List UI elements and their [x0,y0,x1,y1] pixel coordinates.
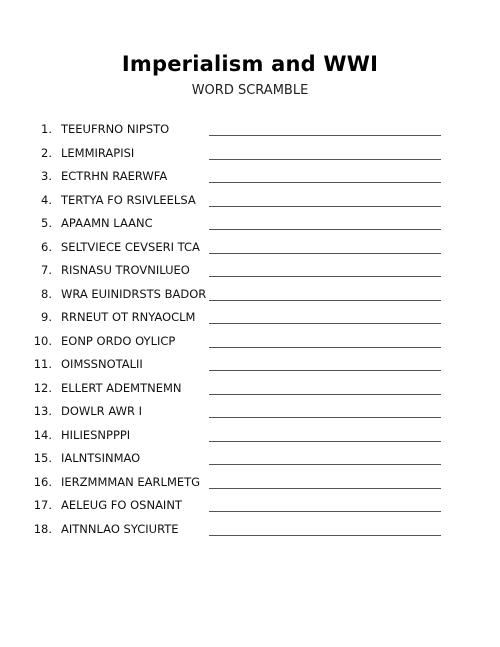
answer-line [209,206,441,207]
scrambled-word: AITNNLAO SYCIURTE [61,521,179,536]
item-number: 15. [33,451,52,465]
list-item [30,165,450,189]
answer-line [209,441,441,442]
item-number: 13. [33,404,52,418]
scrambled-word: OIMSSNOTALII [61,357,143,371]
scrambled-word: ELLERT ADEMTNEMN [61,380,182,395]
page-subtitle: WORD SCRAMBLE [191,83,309,98]
scrambled-word: RISNASU TROVNILUEO [61,263,190,277]
scrambled-word: TEEUFRNO NIPSTO [61,122,170,136]
list-item [30,283,450,307]
answer-line [209,347,441,348]
answer-line [209,464,441,465]
answer-line [209,182,441,183]
scrambled-word: HILIESNPPPI [61,427,131,442]
list-item [30,212,450,236]
scrambled-word: WRA EUINIDRSTS BADOR [61,286,207,301]
scrambled-word: AELEUG FO OSNAINT [61,498,182,512]
item-number: 2. [41,145,52,160]
item-number: 8. [41,286,52,301]
answer-line [209,229,441,230]
list-item [30,306,450,330]
scrambled-word: IALNTSINMAO [61,451,141,465]
scrambled-word: RRNEUT OT RNYAOCLM [61,310,196,324]
page-title: Imperialism and WWI [121,52,379,76]
list-item [30,118,450,142]
item-number: 7. [41,263,52,277]
item-number: 10. [33,333,52,348]
list-item [30,330,450,354]
answer-line [209,323,441,324]
answer-line [209,253,441,254]
scrambled-word: ECTRHN RAERWFA [61,169,168,183]
answer-line [209,394,441,395]
item-number: 16. [33,474,52,489]
word-scramble-list [30,118,450,541]
list-item [30,471,450,495]
answer-line [209,417,441,418]
item-number: 1. [41,122,52,136]
list-item [30,447,450,471]
list-item [30,494,450,518]
scrambled-word: APAAMN LAANC [61,216,153,230]
item-number: 18. [33,521,52,536]
item-number: 9. [41,310,52,324]
answer-line [209,535,441,536]
list-item [30,189,450,213]
item-number: 5. [41,216,52,230]
item-number: 12. [33,380,52,395]
list-item [30,236,450,260]
list-item [30,518,450,542]
answer-line [209,511,441,512]
list-item [30,424,450,448]
item-number: 6. [41,239,52,254]
item-number: 11. [33,357,52,371]
scrambled-word: LEMMIRAPISI [61,145,135,160]
scrambled-word: EONP ORDO OYLICP [61,333,176,348]
item-number: 17. [33,498,52,512]
answer-line [209,159,441,160]
scrambled-word: IERZMMMAN EARLMETG [61,474,201,489]
item-number: 14. [33,427,52,442]
answer-line [209,276,441,277]
item-number: 4. [41,192,52,207]
list-item [30,259,450,283]
scrambled-word: TERTYA FO RSIVLEELSA [61,192,196,207]
answer-line [209,488,441,489]
scrambled-word: DOWLR AWR I [61,404,142,418]
list-item [30,400,450,424]
answer-line [209,135,441,136]
answer-line [209,370,441,371]
list-item [30,353,450,377]
item-number: 3. [41,169,52,183]
list-item [30,142,450,166]
answer-line [209,300,441,301]
scrambled-word: SELTVIECE CEVSERI TCA [61,239,200,254]
list-item [30,377,450,401]
